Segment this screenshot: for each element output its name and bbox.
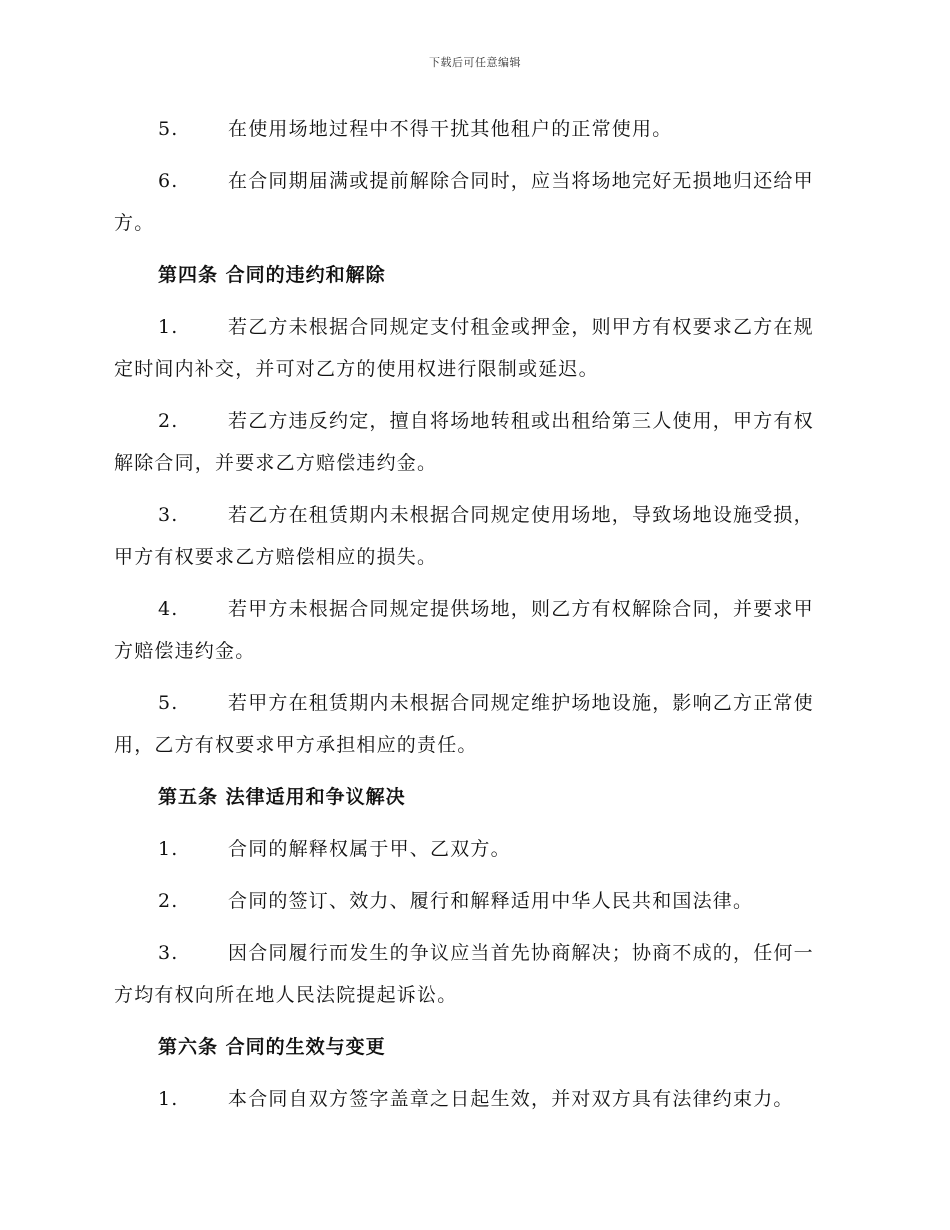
clause-item xyxy=(114,682,832,766)
clause-number: 5. xyxy=(158,692,179,714)
section-heading: 第五条 法律适用和争议解决 xyxy=(158,786,406,808)
clause-item xyxy=(114,108,832,150)
clause-text: 若甲方在租赁期内未根据合同规定维护场地设施，影响乙方正常使用，乙方有权要求甲方承担相应的责任。 xyxy=(114,692,814,756)
document-body xyxy=(114,108,832,1130)
clause-number: 3. xyxy=(158,942,179,964)
clause-item xyxy=(114,160,832,244)
clause-item xyxy=(114,932,832,1016)
clause-text: 若乙方违反约定，擅自将场地转租或出租给第三人使用，甲方有权解除合同，并要求乙方赔偿违约金。 xyxy=(114,410,814,474)
clause-number: 3. xyxy=(158,504,179,526)
clause-text: 合同的解释权属于甲、乙双方。 xyxy=(228,838,511,860)
clause-item xyxy=(114,828,832,870)
clause-text: 若乙方在租赁期内未根据合同规定使用场地，导致场地设施受损，甲方有权要求乙方赔偿相应的损失。 xyxy=(114,504,814,568)
clause-item xyxy=(114,880,832,922)
clause-text: 合同的签订、效力、履行和解释适用中华人民共和国法律。 xyxy=(228,890,754,912)
clause-item xyxy=(114,588,832,672)
clause-item xyxy=(114,400,832,484)
section-heading: 第六条 合同的生效与变更 xyxy=(158,1036,386,1058)
clause-number: 5. xyxy=(158,118,179,140)
clause-number: 1. xyxy=(158,316,179,338)
clause-number: 1. xyxy=(158,1088,179,1110)
clause-item xyxy=(114,306,832,390)
section-heading: 第四条 合同的违约和解除 xyxy=(158,264,386,286)
clause-number: 2. xyxy=(158,410,179,432)
clause-number: 1. xyxy=(158,838,179,860)
clause-text: 因合同履行而发生的争议应当首先协商解决；协商不成的，任何一方均有权向所在地人民法院提起诉讼。 xyxy=(114,942,814,1006)
clause-text: 若甲方未根据合同规定提供场地，则乙方有权解除合同，并要求甲方赔偿违约金。 xyxy=(114,598,814,662)
clause-text: 若乙方未根据合同规定支付租金或押金，则甲方有权要求乙方在规定时间内补交，并可对乙方的使用权进行限制或延迟。 xyxy=(114,316,814,380)
clause-item xyxy=(114,494,832,578)
clause-text: 在合同期届满或提前解除合同时，应当将场地完好无损地归还给甲方。 xyxy=(114,170,814,234)
clause-number: 6. xyxy=(158,170,179,192)
clause-item xyxy=(114,1078,832,1120)
clause-number: 4. xyxy=(158,598,179,620)
page-header-note: 下载后可任意编辑 xyxy=(429,56,521,69)
clause-text: 本合同自双方签字盖章之日起生效，并对双方具有法律约束力。 xyxy=(228,1088,794,1110)
clause-text: 在使用场地过程中不得干扰其他租户的正常使用。 xyxy=(228,118,673,140)
clause-number: 2. xyxy=(158,890,179,912)
